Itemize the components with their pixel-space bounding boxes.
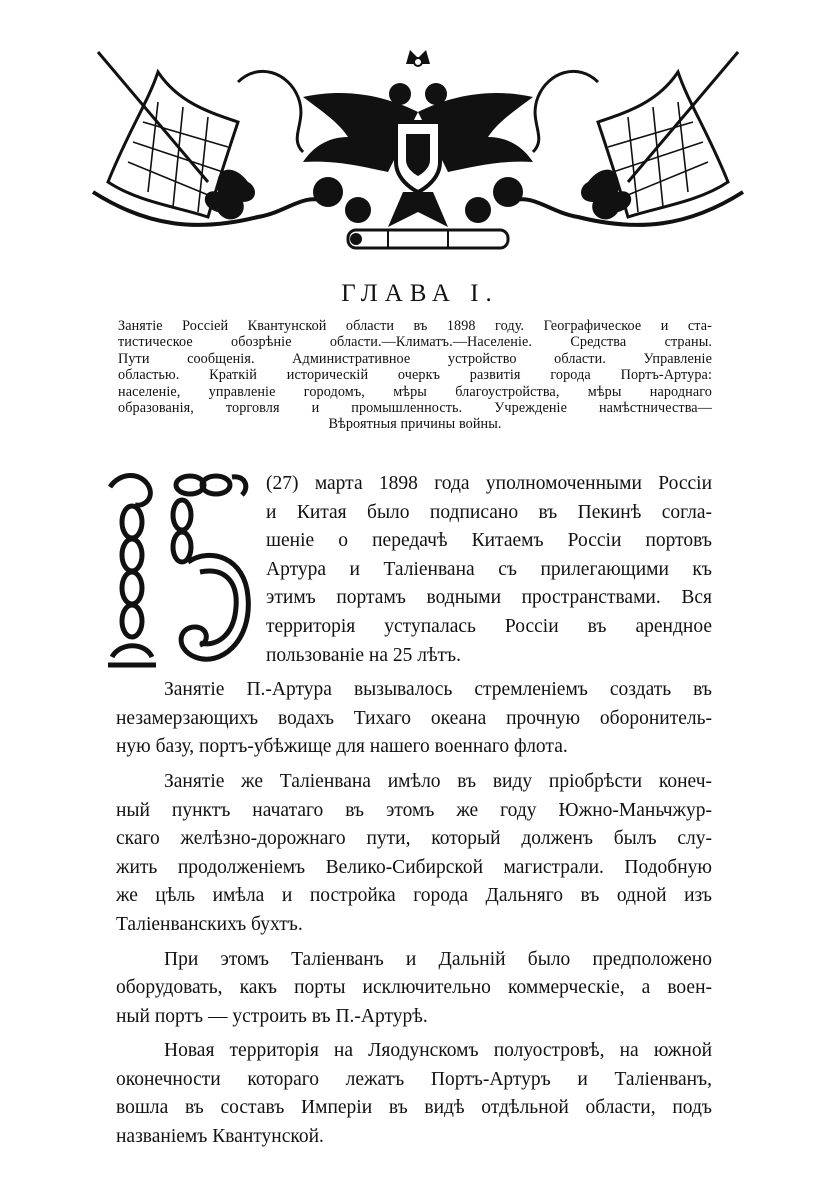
paragraph-line: оконечности котораго лежатъ Портъ-Артуръ и Таліенванъ, — [116, 1068, 712, 1090]
paragraph-line: пользованіе на 25 лѣтъ. — [266, 644, 462, 666]
paragraph-line: шеніе о передачѣ Китаемъ Россіи портовъ — [266, 530, 712, 552]
paragraph-line: названіемъ Квантунской. — [116, 1126, 324, 1148]
summary-line: населеніе, управленіе городомъ, мѣры благоустройства, мѣры народнаго — [118, 383, 712, 400]
summary-line: тистическое обозрѣніе области.—Климатъ.—Населеніе. Средства страны. — [118, 334, 712, 351]
paragraph-line: и Китая было подписано въ Пекинѣ согла- — [266, 501, 712, 523]
summary-line: областью. Краткій историческій очеркъ развитія города Портъ-Артура: — [118, 367, 712, 384]
chapter-summary — [118, 318, 712, 433]
paragraph-line: ную базу, портъ-убѣжище для нашего военнаго флота. — [116, 736, 568, 758]
paragraph-line: Новая территорія на Ляодунскомъ полуостровѣ, на южной — [164, 1040, 712, 1062]
paragraph-line: Занятіе же Таліенвана имѣло въ виду пріобрѣсти конеч- — [164, 770, 712, 792]
paragraph-line: Занятіе П.-Артура вызывалось стремленіемъ создать въ — [164, 679, 712, 701]
chapter-title: ГЛАВА I. — [341, 280, 499, 307]
paragraph-line: При этомъ Таліенванъ и Дальній было предположено — [164, 948, 712, 970]
paragraph-line: Артура и Таліенвана съ прилегающими къ — [266, 558, 712, 580]
summary-line: Пути сообщенія. Административное устройство области. Управленіе — [118, 350, 712, 367]
paragraph-line: оборудовать, какъ порты исключительно коммерческіе, а воен- — [116, 977, 712, 999]
paragraph-line: же цѣль имѣла и постройка города Дальняго въ одной изъ — [116, 885, 712, 907]
summary-line: Вѣроятныя причины войны. — [328, 416, 502, 433]
paragraph-line: незамерзающихъ водахъ Тихаго океана прочную оборонитель- — [116, 707, 712, 729]
paragraph-line: (27) марта 1898 года уполномоченными Россіи — [266, 473, 712, 494]
paragraph-line: ный пунктъ начатаго въ этомъ же году Южно-Маньчжур- — [116, 799, 712, 821]
paragraph-line: Таліенванскихъ бухтъ. — [116, 913, 303, 935]
paragraph-line: ный портъ — устроить въ П.-Артурѣ. — [116, 1005, 428, 1027]
chapter-body — [116, 470, 712, 1152]
paragraph-line: вошла въ составъ Имперіи въ видѣ отдѣльной области, подъ — [116, 1097, 712, 1119]
paragraph-line: скаго желѣзно-дорожнаго пути, который долженъ былъ слу- — [116, 828, 712, 850]
paragraph-line: территорія уступалась Россіи въ арендное — [266, 615, 712, 637]
summary-line: образованія, торговля и промышленность. Учрежденіе намѣстничества— — [118, 400, 712, 417]
paragraph-line: жить продолженіемъ Велико-Сибирской магистрали. Подобную — [116, 856, 712, 878]
imperial-eagle-ornament — [88, 42, 748, 262]
summary-line: Занятіе Россіей Квантунской области въ 1898 году. Географическое и ста- — [118, 318, 712, 334]
paragraph-line: этимъ портамъ водными пространствами. Вся — [266, 587, 712, 609]
